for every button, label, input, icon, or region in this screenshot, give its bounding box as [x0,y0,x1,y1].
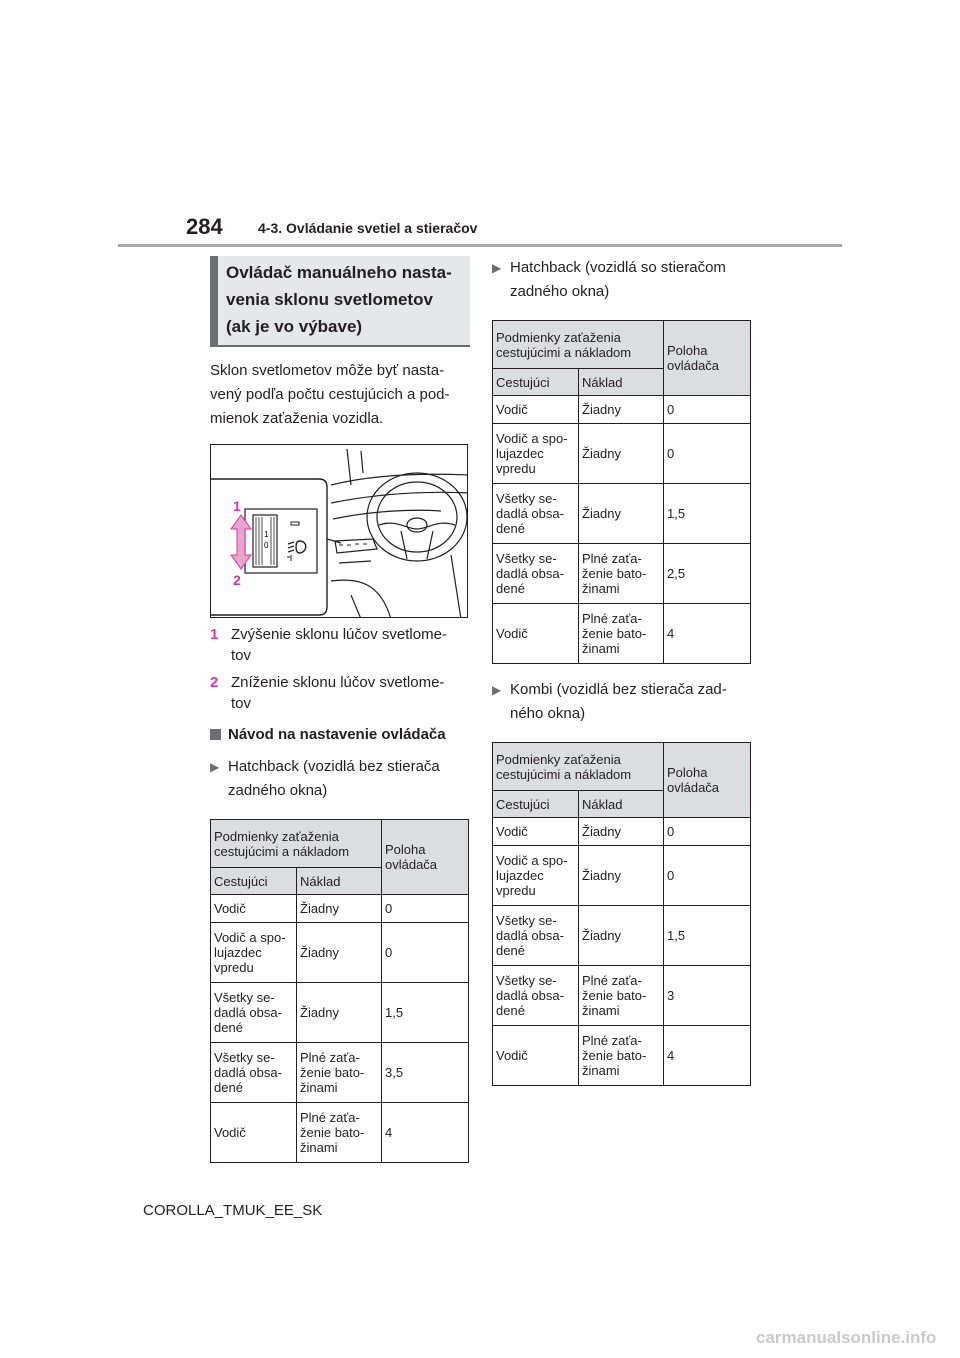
section-title-line: Ovládač manuálneho nasta- [226,263,452,282]
occupants-cell: Vodič a spo- lujazdec vpredu [211,923,297,983]
table-caption [210,755,470,803]
left-column [210,256,470,1163]
header-line: Poloha [385,842,426,857]
position-cell: 0 [664,818,751,846]
table-caption-text [510,256,726,304]
occupants-cell: Vodič [211,1103,297,1163]
dash-line [333,510,441,519]
step-item [210,624,470,666]
load-cell: Plné zaťa- ženie bato- žinami [579,544,664,604]
headlight-leveling-illustration [210,444,468,618]
header-line: ovládača [667,780,720,795]
section-title-line: (ak je vo výbave) [226,317,363,336]
triangle-bullet-icon: ▶ [492,683,502,697]
table-header-occupants: Cestujúci [493,791,579,818]
document-code: COROLLA_TMUK_EE_SK [143,1202,323,1219]
load-cell: Žiadny [579,818,664,846]
triangle-bullet-icon: ▶ [210,760,220,774]
position-cell: 3 [664,966,751,1026]
adjustment-table [492,320,751,664]
header-line: Poloha [667,343,708,358]
guide-heading [210,726,470,743]
occupants-cell: Všetky se- dadlá obsa- dené [211,983,297,1043]
occupants-cell: Všetky se- dadlá obsa- dené [493,484,579,544]
right-column [492,256,752,1086]
table-header-load: Náklad [579,369,664,396]
load-cell: Žiadny [297,923,382,983]
position-cell: 1,5 [664,484,751,544]
header-line: Podmienky zaťaženia [496,329,621,345]
occupants-cell: Vodič [493,1026,579,1086]
table-row [493,424,751,484]
triangle-bullet-icon: ▶ [492,261,502,275]
position-cell: 0 [664,846,751,906]
dashboard-drawing [211,445,468,618]
step-item [210,672,470,714]
header-line: cestujúcimi a nákladom [496,766,632,782]
dial-label-0: 0 [264,541,269,550]
position-cell: 4 [664,1026,751,1086]
steering-spoke [379,523,455,529]
table-row [211,1103,469,1163]
table-row [211,1043,469,1103]
position-cell: 0 [664,396,751,424]
header-line: Podmienky zaťaženia [496,751,621,767]
table-row [493,604,751,664]
column-line [351,595,361,618]
watermark: carmanualsonline.info [756,1328,937,1347]
position-cell: 3,5 [382,1043,469,1103]
occupants-cell: Všetky se- dadlá obsa- dené [493,906,579,966]
step-text [231,624,447,666]
callout-label-2: 2 [233,572,241,588]
a-pillar-line [361,451,363,473]
occupants-cell: Vodič [493,396,579,424]
intro-paragraph [210,359,470,431]
table-caption-text [228,755,440,803]
load-cell: Žiadny [579,424,664,484]
table-row [493,846,751,906]
dash-panel-line [339,561,371,563]
table-caption [492,256,752,304]
header-line: cestujúcimi a nákladom [496,344,632,360]
header-line: cestujúcimi a nákladom [214,843,350,859]
load-cell: Žiadny [579,906,664,966]
position-cell: 4 [664,604,751,664]
load-cell: Žiadny [297,983,382,1043]
table-row [493,906,751,966]
header-line: Podmienky zaťaženia [214,828,339,844]
load-cell: Žiadny [579,396,664,424]
steering-spoke [401,531,433,559]
table-header-position [664,743,751,818]
table-row [211,923,469,983]
caption-line: Kombi (vozidlá bez stierača zad- [510,681,727,698]
callout-label-1: 1 [233,498,241,514]
a-pillar-line [347,449,351,485]
caption-line: ného okna) [510,705,586,722]
position-cell: 1,5 [664,906,751,966]
step-text [231,672,444,714]
dial-label-1: 1 [264,530,269,539]
guide-heading-text: Návod na nastavenie ovládača [228,726,446,743]
intro-line: vený podľa počtu cestujúcich a pod- [210,386,450,403]
adjustment-table [210,819,469,1163]
position-cell: 0 [382,923,469,983]
step-number: 2 [210,674,219,691]
chapter-title: 4-3. Ovládanie svetiel a stieračov [258,220,478,236]
occupants-cell: Všetky se- dadlá obsa- dené [493,544,579,604]
table-header-position [664,321,751,396]
load-cell: Žiadny [579,484,664,544]
table-row [493,1026,751,1086]
step-line: Zvýšenie sklonu lúčov svetlome- [231,626,447,643]
load-cell: Plné zaťa- ženie bato- žinami [579,966,664,1026]
occupants-cell: Vodič a spo- lujazdec vpredu [493,424,579,484]
step-number: 1 [210,626,219,643]
table-row [211,983,469,1043]
steering-hub [407,518,427,532]
table-row [493,484,751,544]
section-title-line: venia sklonu svetlometov [226,290,433,309]
table-header-conditions [211,820,382,868]
position-cell: 2,5 [664,544,751,604]
load-cell: Plné zaťa- ženie bato- žinami [297,1103,382,1163]
table-header-occupants: Cestujúci [211,868,297,895]
position-cell: 0 [382,895,469,923]
position-cell: 4 [382,1103,469,1163]
load-cell: Plné zaťa- ženie bato- žinami [579,604,664,664]
load-cell: Žiadny [579,846,664,906]
table-caption [492,678,752,726]
intro-line: mienok zaťaženia vozidla. [210,410,384,427]
table-header-load: Náklad [579,791,664,818]
header-line: ovládača [385,857,438,872]
header-rule [118,244,842,247]
caption-line: zadného okna) [510,283,610,300]
square-bullet-icon [210,729,221,740]
header-line: Poloha [667,765,708,780]
position-cell: 1,5 [382,983,469,1043]
load-cell: Plné zaťa- ženie bato- žinami [579,1026,664,1086]
table-header-position [382,820,469,895]
table-row [211,895,469,923]
table-row [493,966,751,1026]
occupants-cell: Vodič a spo- lujazdec vpredu [493,846,579,906]
step-line: tov [231,647,252,664]
table-header-occupants: Cestujúci [493,369,579,396]
position-cell: 0 [664,424,751,484]
page-number: 284 [186,214,223,239]
steering-wheel-outer [367,473,467,561]
dash-panel [335,539,377,553]
table-header-load: Náklad [297,868,382,895]
step-line: tov [231,695,252,712]
table-header-conditions [493,321,664,369]
column-line [451,555,461,618]
header-line: ovládača [667,358,720,373]
section-title-box [210,256,470,347]
occupants-cell: Vodič [493,604,579,664]
load-cell: Plné zaťa- ženie bato- žinami [297,1043,382,1103]
caption-line: Hatchback (vozidlá so stieračom [510,259,726,276]
step-line: Zníženie sklonu lúčov svetlome- [231,674,445,691]
table-row [493,396,751,424]
occupants-cell: Všetky se- dadlá obsa- dené [211,1043,297,1103]
occupants-cell: Vodič [493,818,579,846]
table-row [493,818,751,846]
caption-line: Hatchback (vozidlá bez stierača [228,758,440,775]
adjustment-table [492,742,751,1086]
column-line [331,580,391,618]
occupants-cell: Vodič [211,895,297,923]
occupants-cell: Všetky se- dadlá obsa- dené [493,966,579,1026]
table-caption-text [510,678,727,726]
table-row [493,544,751,604]
intro-line: Sklon svetlometov môže byť nasta- [210,362,445,379]
table-header-conditions [493,743,664,791]
load-cell: Žiadny [297,895,382,923]
caption-line: zadného okna) [228,782,328,799]
